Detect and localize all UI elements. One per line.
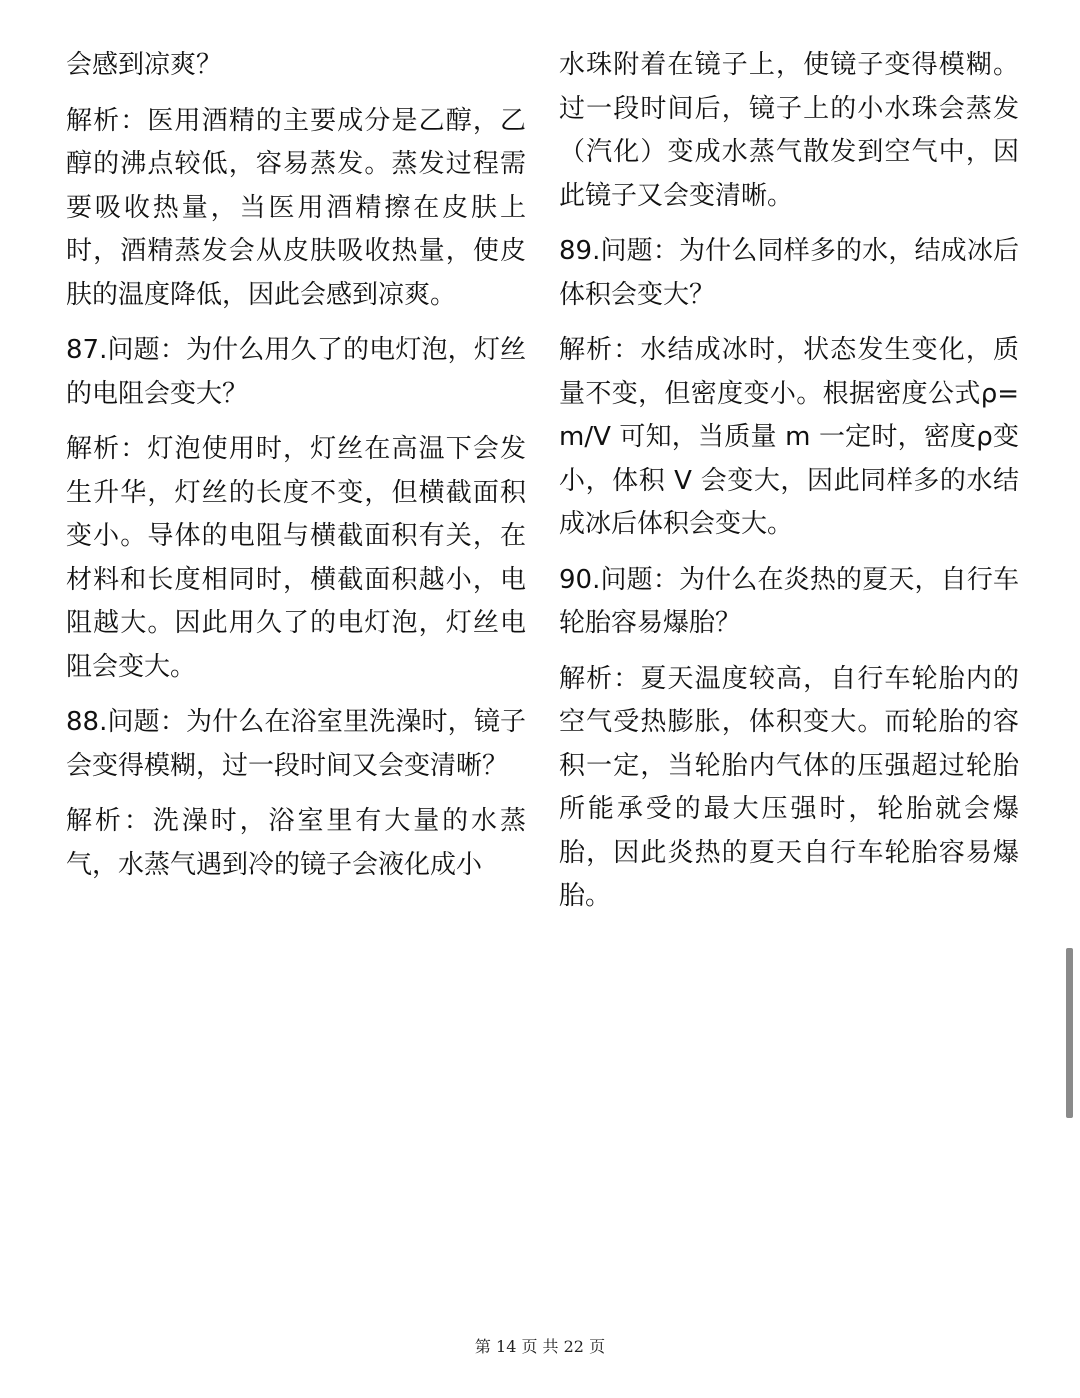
left-text-column [66,44,526,899]
right-paragraph-question-89: 89.问题：为什么同样多的水，结成冰后体积会变大？ [559,236,1019,310]
left-paragraph-question-88: 88.问题：为什么在浴室里洗澡时，镜子会变得模糊，过一段时间又会变清晰？ [66,707,526,781]
right-paragraph-answer-88-end: 水珠附着在镜子上，使镜子变得模糊。过一段时间后，镜子上的小水珠会蒸发（汽化）变成水蒸气散发到空气中，因此镜子又会变清晰。 [559,50,1019,211]
right-text-column [559,44,1019,931]
right-paragraph-question-90: 90.问题：为什么在炎热的夏天，自行车轮胎容易爆胎？ [559,564,1019,638]
scrollbar-thumb[interactable] [1066,948,1073,1118]
left-paragraph-answer-87: 解析：灯泡使用时，灯丝在高温下会发生升华，灯丝的长度不变，但横截面积变小。导体的电阻与横截面积有关，在材料和长度相同时，横截面积越小，电阻越大。因此用久了的电灯泡，灯丝电阻会变大。 [66,434,526,682]
left-paragraph-answer-86: 解析：医用酒精的主要成分是乙醇，乙醇的沸点较低，容易蒸发。蒸发过程需要吸收热量，当医用酒精擦在皮肤上时，酒精蒸发会从皮肤吸收热量，使皮肤的温度降低，因此会感到凉爽。 [66,105,526,310]
left-paragraph-continuation: 会感到凉爽？ [66,50,223,80]
right-paragraph-answer-90: 解析：夏天温度较高，自行车轮胎内的空气受热膨胀，体积变大。而轮胎的容积一定，当轮胎内气体的压强超过轮胎所能承受的最大压强时，轮胎就会爆胎，因此炎热的夏天自行车轮胎容易爆胎。 [559,663,1019,911]
page-number-footer: 第 14 页 共 22 页 [474,1337,606,1356]
left-paragraph-answer-88-start: 解析：洗澡时，浴室里有大量的水蒸气，水蒸气遇到冷的镜子会液化成小 [66,806,526,880]
left-paragraph-question-87: 87.问题：为什么用久了的电灯泡，灯丝的电阻会变大？ [66,335,526,409]
right-paragraph-answer-89: 解析：水结成冰时，状态发生变化，质量不变，但密度变小。根据密度公式ρ=m/V 可知，当质量 m 一定时，密度ρ变小，体积 V 会变大，因此同样多的水结成冰后体积会变大。 [559,335,1019,539]
